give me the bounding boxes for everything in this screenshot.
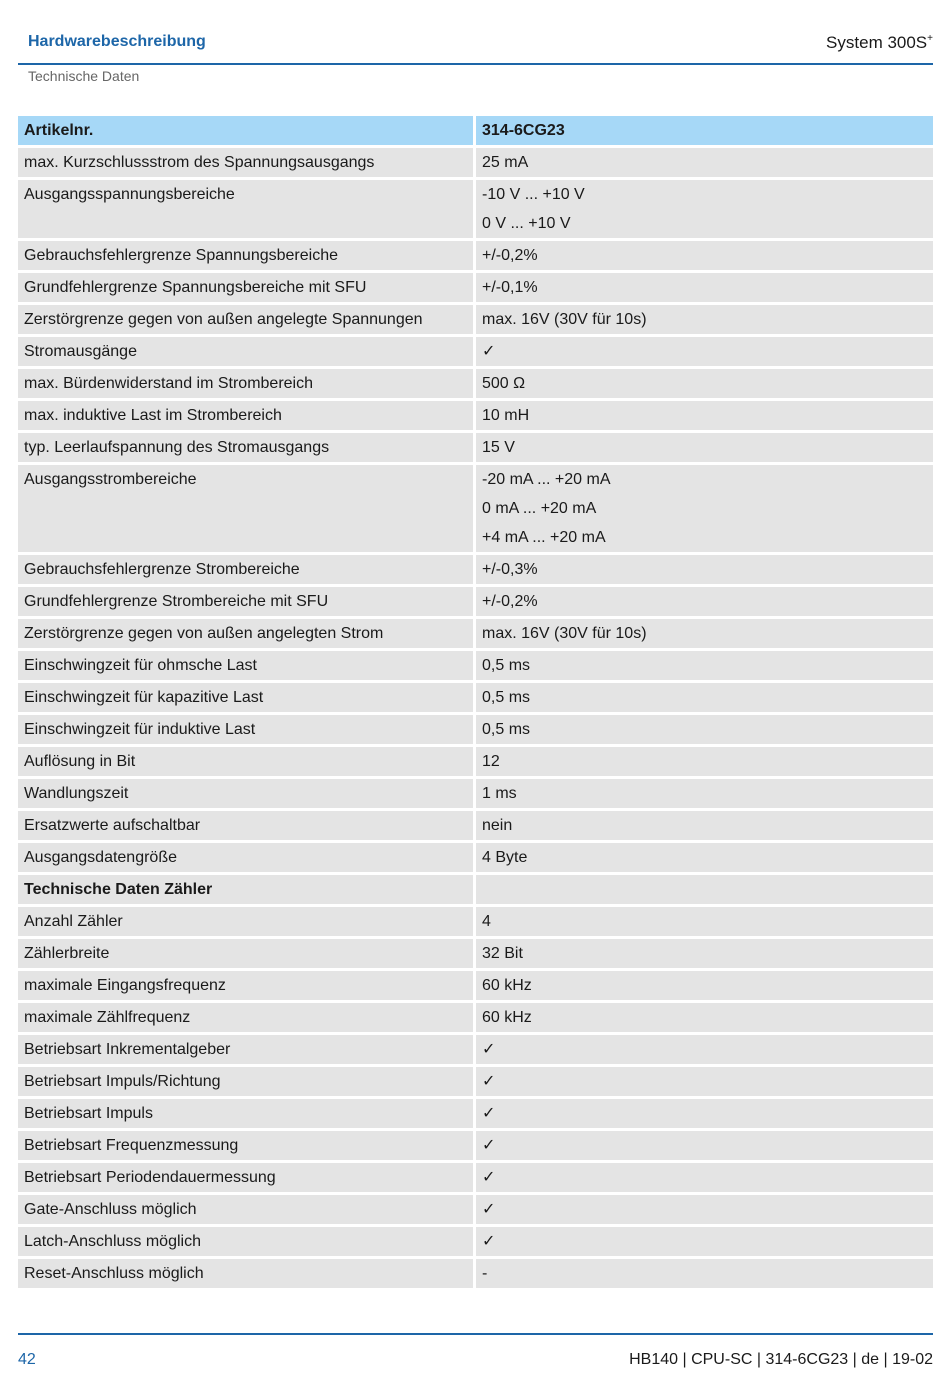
footer-divider [18, 1333, 933, 1335]
table-row [18, 1195, 933, 1224]
row-label: Stromausgänge [18, 337, 473, 366]
row-label: Gate-Anschluss möglich [18, 1195, 473, 1224]
checkmark-icon: ✓ [482, 1073, 496, 1090]
table-row [18, 1227, 933, 1256]
document-reference: HB140 | CPU-SC | 314-6CG23 | de | 19-02 [629, 1351, 933, 1368]
row-label: Technische Daten Zähler [18, 875, 473, 904]
row-label: Ausgangsdatengröße [18, 843, 473, 872]
row-value [476, 555, 933, 584]
table-row [18, 779, 933, 808]
row-value [476, 843, 933, 872]
table-row [18, 401, 933, 430]
page-subtitle: Technische Daten [28, 68, 140, 84]
value-line: +/-0,2% [482, 593, 538, 610]
row-value [476, 369, 933, 398]
table-section-row [18, 875, 933, 904]
row-label: Betriebsart Frequenzmessung [18, 1131, 473, 1160]
value-line: -20 mA ... +20 mA [482, 471, 611, 488]
row-value [476, 465, 933, 552]
row-value [476, 1099, 933, 1128]
checkmark-icon: ✓ [482, 1041, 496, 1058]
value-line: 12 [482, 753, 500, 770]
row-value [476, 811, 933, 840]
row-label: Anzahl Zähler [18, 907, 473, 936]
table-row [18, 939, 933, 968]
checkmark-icon: ✓ [482, 1105, 496, 1122]
section-title: Hardwarebeschreibung [28, 33, 206, 50]
value-line: 25 mA [482, 154, 529, 171]
row-value [476, 1035, 933, 1064]
value-line: 0 V ... +10 V [482, 215, 571, 232]
row-value [476, 180, 933, 238]
value-line: 32 Bit [482, 945, 523, 962]
row-value [476, 875, 933, 904]
row-value [476, 1259, 933, 1288]
table-row [18, 180, 933, 238]
row-label: Gebrauchsfehlergrenze Spannungsbereiche [18, 241, 473, 270]
value-line: +/-0,3% [482, 561, 538, 578]
system-name-text: System 300S [826, 33, 928, 52]
row-value [476, 433, 933, 462]
row-label: Betriebsart Impuls/Richtung [18, 1067, 473, 1096]
row-label: Wandlungszeit [18, 779, 473, 808]
row-label: max. Kurzschlussstrom des Spannungsausgangs [18, 148, 473, 177]
checkmark-icon: ✓ [482, 1169, 496, 1186]
header-divider [18, 63, 933, 65]
row-value [476, 1131, 933, 1160]
row-label: Zerstörgrenze gegen von außen angelegten Strom [18, 619, 473, 648]
table-row [18, 747, 933, 776]
value-line: +4 mA ... +20 mA [482, 529, 606, 546]
row-value [476, 273, 933, 302]
value-line: 314-6CG23 [482, 122, 565, 139]
row-value [476, 1227, 933, 1256]
value-line: +/-0,2% [482, 247, 538, 264]
row-label: max. induktive Last im Strombereich [18, 401, 473, 430]
row-value [476, 148, 933, 177]
row-label: Grundfehlergrenze Strombereiche mit SFU [18, 587, 473, 616]
row-label: typ. Leerlaufspannung des Stromausgangs [18, 433, 473, 462]
row-value [476, 587, 933, 616]
table-row [18, 651, 933, 680]
value-line: 0 mA ... +20 mA [482, 500, 597, 517]
row-label: Ausgangsspannungsbereiche [18, 180, 473, 238]
table-row [18, 587, 933, 616]
row-value [476, 939, 933, 968]
checkmark-icon: ✓ [482, 1137, 496, 1154]
row-label: Zählerbreite [18, 939, 473, 968]
table-row [18, 971, 933, 1000]
row-value [476, 401, 933, 430]
table-row [18, 843, 933, 872]
row-label: maximale Zählfrequenz [18, 1003, 473, 1032]
value-line: 4 Byte [482, 849, 528, 866]
table-header-row [18, 116, 933, 145]
row-label: Einschwingzeit für kapazitive Last [18, 683, 473, 712]
table-row [18, 683, 933, 712]
value-line: max. 16V (30V für 10s) [482, 625, 647, 642]
row-value [476, 241, 933, 270]
table-row [18, 619, 933, 648]
checkmark-icon: ✓ [482, 1233, 496, 1250]
row-label: Betriebsart Impuls [18, 1099, 473, 1128]
row-label: maximale Eingangsfrequenz [18, 971, 473, 1000]
row-value [476, 747, 933, 776]
row-label: Betriebsart Inkrementalgeber [18, 1035, 473, 1064]
row-value [476, 683, 933, 712]
row-label: Artikelnr. [18, 116, 473, 145]
row-label: Reset-Anschluss möglich [18, 1259, 473, 1288]
value-line: 15 V [482, 439, 515, 456]
table-row [18, 148, 933, 177]
row-value [476, 305, 933, 334]
value-line: 60 kHz [482, 1009, 532, 1026]
row-label: Latch-Anschluss möglich [18, 1227, 473, 1256]
row-label: Einschwingzeit für induktive Last [18, 715, 473, 744]
checkmark-icon: ✓ [482, 1201, 496, 1218]
row-label: Auflösung in Bit [18, 747, 473, 776]
row-value [476, 116, 933, 145]
value-line: -10 V ... +10 V [482, 186, 585, 203]
value-line: 4 [482, 913, 491, 930]
row-value [476, 907, 933, 936]
value-line: nein [482, 817, 513, 834]
table-row [18, 241, 933, 270]
table-row [18, 273, 933, 302]
table-row [18, 1259, 933, 1288]
table-row [18, 433, 933, 462]
table-row [18, 1163, 933, 1192]
table-row [18, 555, 933, 584]
table-row [18, 907, 933, 936]
value-line: 1 ms [482, 785, 517, 802]
row-label: Ausgangsstrombereiche [18, 465, 473, 552]
table-row [18, 337, 933, 366]
value-line: 0,5 ms [482, 689, 531, 706]
table-row [18, 369, 933, 398]
row-value [476, 1003, 933, 1032]
spec-table [18, 116, 933, 1291]
row-value [476, 971, 933, 1000]
table-row [18, 1003, 933, 1032]
table-row [18, 715, 933, 744]
system-name-sup: + [927, 33, 933, 44]
row-value [476, 1067, 933, 1096]
table-row [18, 1099, 933, 1128]
row-value [476, 715, 933, 744]
row-label: max. Bürdenwiderstand im Strombereich [18, 369, 473, 398]
row-value [476, 651, 933, 680]
system-name [826, 33, 933, 53]
table-row [18, 1067, 933, 1096]
table-row [18, 305, 933, 334]
value-line: 0,5 ms [482, 657, 531, 674]
row-value [476, 1163, 933, 1192]
value-line: max. 16V (30V für 10s) [482, 311, 647, 328]
value-line: 500 Ω [482, 375, 526, 392]
table-row [18, 1035, 933, 1064]
row-label: Grundfehlergrenze Spannungsbereiche mit SFU [18, 273, 473, 302]
checkmark-icon: ✓ [482, 343, 496, 360]
table-row [18, 811, 933, 840]
value-line: +/-0,1% [482, 279, 538, 296]
row-label: Betriebsart Periodendauermessung [18, 1163, 473, 1192]
table-row [18, 1131, 933, 1160]
row-label: Zerstörgrenze gegen von außen angelegte Spannungen [18, 305, 473, 334]
page-number: 42 [18, 1351, 36, 1368]
value-line: 0,5 ms [482, 721, 531, 738]
row-label: Einschwingzeit für ohmsche Last [18, 651, 473, 680]
row-label: Ersatzwerte aufschaltbar [18, 811, 473, 840]
row-label: Gebrauchsfehlergrenze Strombereiche [18, 555, 473, 584]
table-row [18, 465, 933, 552]
row-value [476, 779, 933, 808]
row-value [476, 619, 933, 648]
row-value [476, 1195, 933, 1224]
row-value [476, 337, 933, 366]
value-line: - [482, 1265, 488, 1282]
value-line: 10 mH [482, 407, 530, 424]
value-line: 60 kHz [482, 977, 532, 994]
